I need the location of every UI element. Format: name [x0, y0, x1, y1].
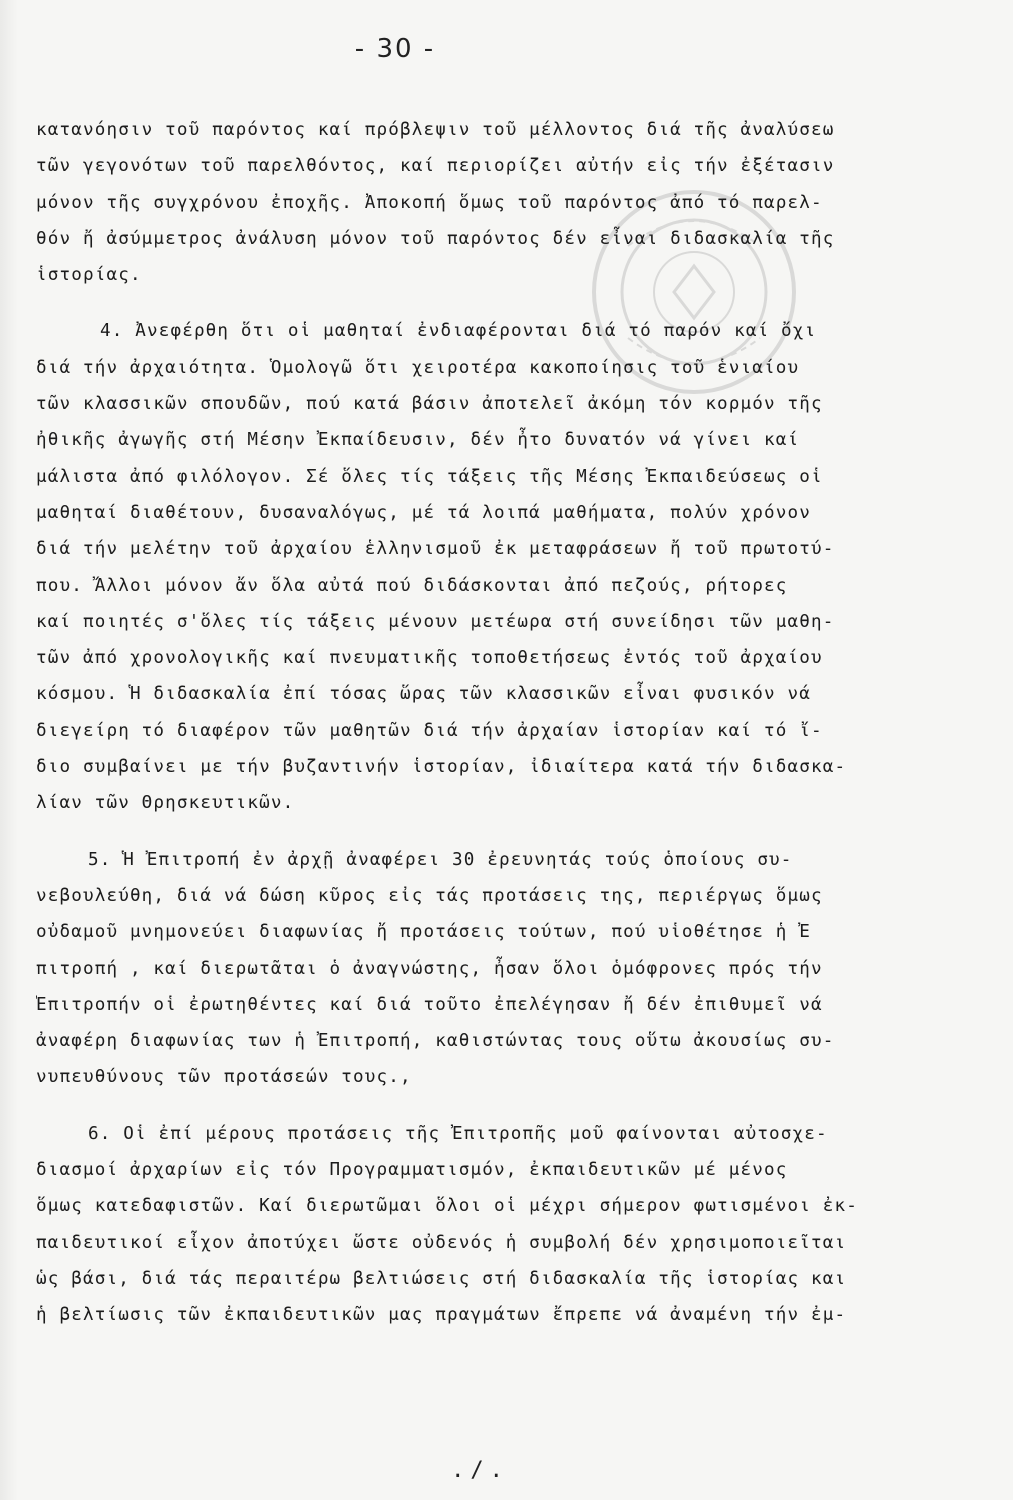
text-line: Ἐπιτροπήν οἱ ἐρωτηθέντες καί διά τοῦτο ἐπελέγησαν ἤ δέν ἐπιθυμεῖ νά — [36, 994, 823, 1015]
text-line: ἡ βελτίωσις τῶν ἐκπαιδευτικῶν μας πραγμάτων ἔπρεπε νά ἀναμένη τήν ἐμ- — [36, 1305, 847, 1326]
text-line: τῶν ἀπό χρονολογικῆς καί πνευματικῆς τοποθετήσεως ἐντός τοῦ ἀρχαίου — [36, 648, 823, 669]
paragraph-gap — [36, 293, 966, 313]
page-number: - 30 - — [354, 34, 436, 64]
text-line: τῶν γεγονότων τοῦ παρελθόντος, καί περιορίζει αὐτήν εἰς τήν ἐξέτασιν — [36, 156, 835, 177]
text-line: οὐδαμοῦ μνημονεύει διαφωνίας ἤ προτάσεις τούτων, πού υἱοθέτησε ἡ Ἐ — [36, 922, 811, 943]
text-line: θόν ἤ ἀσύμμετρος ἀνάλυση μόνον τοῦ παρόντος δέν εἶναι διδασκαλία τῆς — [36, 228, 835, 249]
text-line: ἱστορίας. — [36, 265, 142, 286]
text-line: νεβουλεύθη, διά νά δώση κῦρος εἰς τάς προτάσεις της, περιέργως ὅμως — [36, 885, 823, 906]
text-line: διεγείρη τό διαφέρον τῶν μαθητῶν διά τήν ἀρχαίαν ἱστορίαν καί τό ἴ- — [36, 720, 823, 741]
text-line: που. Ἄλλοι μόνον ἄν ὅλα αὐτά πού διδάσκονται ἀπό πεζούς, ρήτορες — [36, 575, 788, 596]
text-line: νυπευθύνους τῶν προτάσεών τους., — [36, 1067, 412, 1088]
text-line: διά τήν ἀρχαιότητα. Ὁμολογῶ ὅτι χειροτέρα κακοποίησις τοῦ ἑνιαίου — [36, 357, 800, 378]
paragraph-gap — [36, 822, 966, 842]
text-line: πιτροπή , καί διερωτᾶται ὁ ἀναγνώστης, ἦσαν ὅλοι ὁμόφρονες πρός τήν — [36, 958, 823, 979]
text-line: 6. Οἱ ἐπί μέρους προτάσεις τῆς Ἐπιτροπῆς μοῦ φαίνονται αὐτοσχε- — [88, 1123, 828, 1144]
text-line: ἀναφέρη διαφωνίας των ἡ Ἐπιτροπή, καθιστώντας τους οὕτω ἀκουσίως συ- — [36, 1031, 835, 1052]
text-line: τῶν κλασσικῶν σπουδῶν, πού κατά βάσιν ἀποτελεῖ ἀκόμη τόν κορμόν τῆς — [36, 394, 823, 415]
text-line: μόνον τῆς συγχρόνου ἐποχῆς. Ἀποκοπή ὅμως τοῦ παρόντος ἀπό τό παρελ- — [36, 192, 823, 213]
text-line: μάλιστα ἀπό φιλόλογον. Σέ ὅλες τίς τάξεις τῆς Μέσης Ἐκπαιδεύσεως οἱ — [36, 466, 823, 487]
text-line: ὡς βάσι, διά τάς περαιτέρω βελτιώσεις στή διδασκαλία τῆς ἱστορίας και — [36, 1268, 847, 1289]
text-line: διο συμβαίνει με τήν βυζαντινήν ἱστορίαν, ἰδιαίτερα κατά τήν διδασκα- — [36, 757, 847, 778]
text-line: παιδευτικοί εἶχον ἀποτύχει ὥστε οὐδενός ἡ συμβολή δέν χρησιμοποιεῖται — [36, 1232, 847, 1253]
text-line: κατανόησιν τοῦ παρόντος καί πρόβλεψιν τοῦ μέλλοντος διά τῆς ἀναλύσεω — [36, 120, 835, 140]
text-line: διασμοί ἀρχαρίων εἰς τόν Προγραμματισμόν, ἐκπαιδευτικῶν μέ μένος — [36, 1160, 788, 1181]
continuation-mark: ./. — [451, 1458, 509, 1483]
text-line: καί ποιητές σ'ὅλες τίς τάξεις μένουν μετέωρα στή συνείδησι τῶν μαθη- — [36, 611, 835, 632]
text-line: 4. Ἀνεφέρθη ὅτι οἱ μαθηταί ἐνδιαφέρονται διά τό παρόν καί ὄχι — [100, 321, 817, 342]
text-line: ὅμως κατεδαφιστῶν. Καί διερωτῶμαι ὅλοι οἱ μέχρι σήμερον φωτισμένοι ἐκ- — [36, 1196, 858, 1217]
text-line: ἠθικῆς ἀγωγῆς στή Μέσην Ἐκπαίδευσιν, δέν ἦτο δυνατόν νά γίνει καί — [36, 430, 800, 451]
text-line: μαθηταί διαθέτουν, δυσαναλόγως, μέ τά λοιπά μαθήματα, πολύν χρόνον — [36, 502, 811, 523]
body-text — [36, 112, 966, 1334]
text-line: κόσμου. Ἡ διδασκαλία ἐπί τόσας ὥρας τῶν κλασσικῶν εἶναι φυσικόν νά — [36, 684, 811, 705]
text-line: λίαν τῶν Θρησκευτικῶν. — [36, 793, 295, 814]
paragraph-gap — [36, 1096, 966, 1116]
text-line: 5. Ἡ Ἐπιτροπή ἐν ἀρχῇ ἀναφέρει 30 ἐρευνητάς τούς ὁποίους συ- — [88, 849, 793, 870]
text-line: διά τήν μελέτην τοῦ ἀρχαίου ἑλληνισμοῦ ἐκ μεταφράσεων ἤ τοῦ πρωτοτύ- — [36, 539, 835, 560]
